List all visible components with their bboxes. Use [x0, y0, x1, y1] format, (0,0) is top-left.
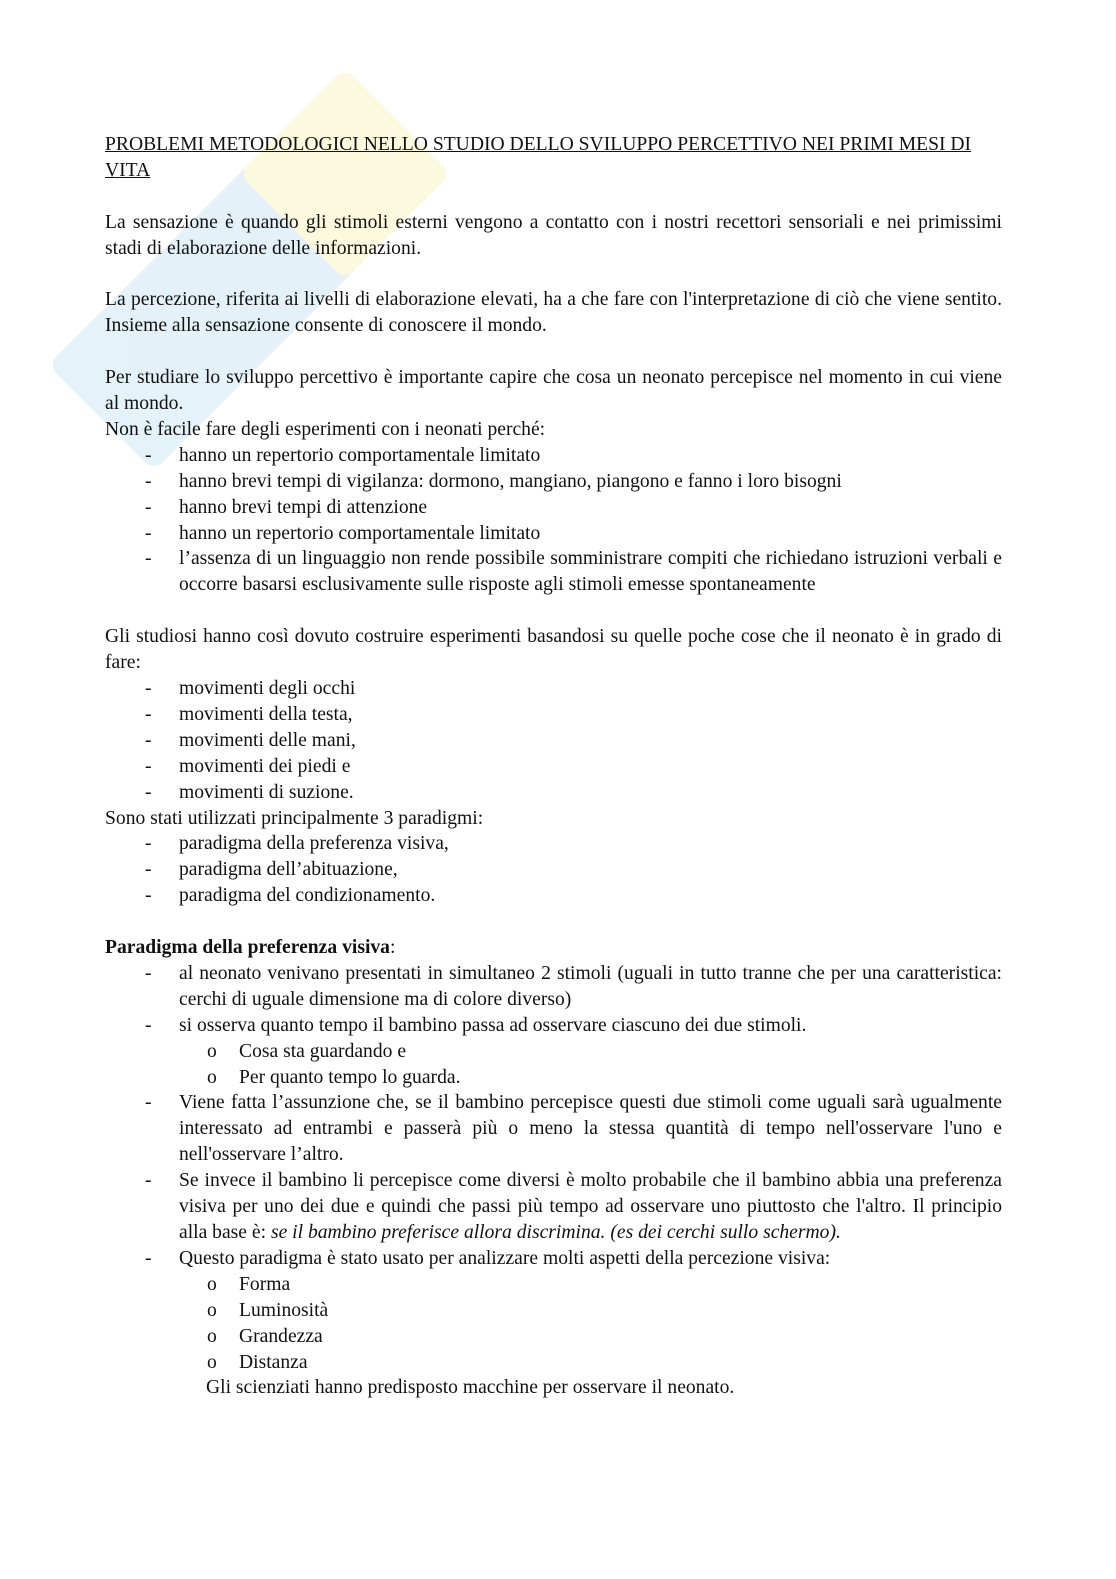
list-item: - si osserva quanto tempo il bambino passa ad osservare ciascuno dei due stimoli. — [145, 1014, 807, 1036]
list-item: - Se invece il bambino li percepisce come diversi è molto probabile che il bambino abbia una preferenza visiva per uno dei due e quindi che passi più tempo ad osservare uno piuttosto che l'altro. Il principio alla base è: se il bambino preferisce allora discrimina. (es dei cerchi sullo schermo). — [145, 1170, 1002, 1243]
sublist-item: o Forma — [207, 1273, 291, 1295]
list-item: - Viene fatta l’assunzione che, se il bambino percepisce questi due stimoli come uguali sarà ugualmente interessato ad entrambi e passerà più o meno la stessa quantità di tempo nell'osservare l'uno e nell'osservare l’altro. — [145, 1092, 1002, 1166]
list-item: - hanno un repertorio comportamentale limitato — [145, 444, 541, 466]
list-item: - al neonato venivano presentati in simultaneo 2 stimoli (uguali in tutto tranne che per una caratteristica: cerchi di uguale dimensione ma di colore diverso) — [145, 962, 1002, 1010]
paragraph-percezione: La percezione, riferita ai livelli di elaborazione elevati, ha a che fare con l'interpretazione di ciò che viene sentito. Insieme alla sensazione consente di conoscere il mondo. — [105, 289, 1002, 337]
sublist-item: o Luminosità — [207, 1299, 329, 1321]
sublist-item: o Distanza — [207, 1351, 308, 1373]
paragraph-paradigmi: Sono stati utilizzati principalmente 3 paradigmi: — [105, 807, 484, 829]
list-item: - hanno brevi tempi di attenzione — [145, 496, 428, 518]
paragraph-sensazione: La sensazione è quando gli stimoli esterni vengono a contatto con i nostri recettori sensoriali e nei primissimi stadi di elaborazione delle informazioni. — [105, 211, 1002, 259]
document-title: PROBLEMI METODOLOGICI NELLO STUDIO DELLO SVILUPPO PERCETTIVO NEI PRIMI MESI DI VITA — [105, 134, 972, 181]
list-item: - paradigma del condizionamento. — [145, 885, 436, 907]
list-item: - Questo paradigma è stato usato per analizzare molti aspetti della percezione visiva: — [145, 1247, 831, 1269]
list-paradigmi — [105, 831, 1002, 909]
sublist-item: o Grandezza — [207, 1325, 323, 1347]
sublist-osservazione — [105, 1039, 1002, 1091]
list-difficolta — [105, 443, 1002, 598]
list-item: - hanno brevi tempi di vigilanza: dormono, mangiano, piangono e fanno i loro bisogni — [145, 470, 842, 492]
list-preferenza-visiva — [105, 961, 1002, 1039]
paragraph-studiosi: Gli studiosi hanno così dovuto costruire esperimenti basandosi su quelle poche cose che il neonato è in grado di fare: — [105, 626, 1002, 674]
list-item: - hanno un repertorio comportamentale limitato — [145, 522, 541, 544]
note-macchine: Gli scienziati hanno predisposto macchine per osservare il neonato. — [206, 1377, 735, 1399]
sublist-item: o Cosa sta guardando e — [207, 1040, 407, 1062]
document-body — [105, 132, 1002, 1401]
sublist-item: o Per quanto tempo lo guarda. — [207, 1066, 461, 1088]
paragraph-difficolta: Non è facile fare degli esperimenti con i neonati perché: — [105, 418, 546, 440]
section-heading: Paradigma della preferenza visiva: — [105, 937, 396, 959]
list-preferenza-visiva-cont — [105, 1090, 1002, 1271]
list-item: - movimenti dei piedi e — [145, 755, 351, 777]
list-item: - l’assenza di un linguaggio non rende possibile somministrare compiti che richiedano istruzioni verbali e occorre basarsi esclusivamente sulle risposte agli stimoli emesse spontaneamente — [145, 548, 1002, 596]
list-movimenti — [105, 676, 1002, 806]
list-item: - paradigma della preferenza visiva, — [145, 833, 449, 855]
list-item: - movimenti degli occhi — [145, 677, 356, 699]
paragraph-sviluppo: Per studiare lo sviluppo percettivo è importante capire che cosa un neonato percepisce nel momento in cui viene al mondo. — [105, 367, 1002, 415]
sublist-aspetti — [105, 1272, 1002, 1376]
list-item: - movimenti di suzione. — [145, 781, 354, 803]
list-item: - movimenti delle mani, — [145, 729, 356, 751]
list-item: - movimenti della testa, — [145, 703, 353, 725]
list-item: - paradigma dell’abituazione, — [145, 859, 398, 881]
